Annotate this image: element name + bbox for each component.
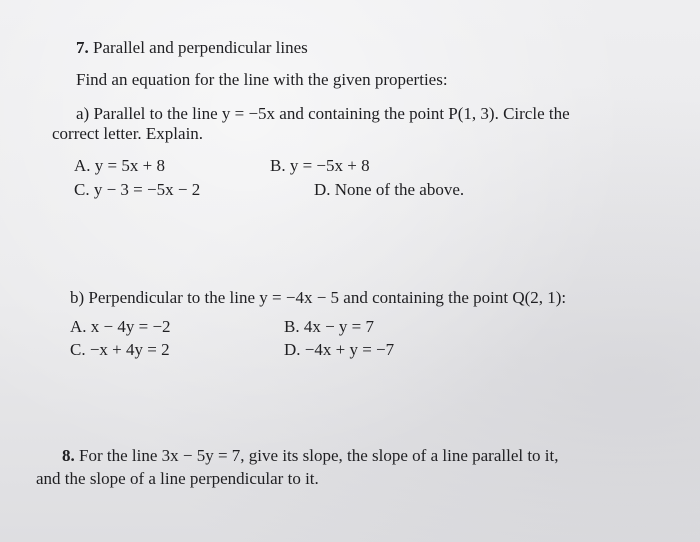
q7b-option-d: D. −4x + y = −7 — [284, 340, 395, 359]
q7-instruction: Find an equation for the line with the given properties: — [76, 70, 448, 89]
q7-heading — [76, 38, 308, 58]
q7a-option-d: D. None of the above. — [314, 180, 465, 199]
q8-number: 8. — [62, 446, 75, 465]
q7a-option-a: A. y = 5x + 8 — [74, 156, 165, 175]
q7-title: Parallel and perpendicular lines — [93, 38, 308, 57]
q7b-option-b: B. 4x − y = 7 — [284, 317, 375, 336]
q7a-option-c: C. y − 3 = −5x − 2 — [74, 180, 201, 199]
q8-prompt-line2: and the slope of a line perpendicular to it. — [36, 469, 319, 488]
q7b-option-a: A. x − 4y = −2 — [70, 317, 171, 336]
q7a-prompt-line2: correct letter. Explain. — [52, 124, 204, 143]
q7a-option-b: B. y = −5x + 8 — [270, 156, 370, 175]
q8-prompt-line1 — [62, 446, 559, 466]
q7b-option-c: C. −x + 4y = 2 — [70, 340, 170, 359]
q7-number: 7. — [76, 38, 89, 57]
q7b-prompt: b) Perpendicular to the line y = −4x − 5 and containing the point Q(2, 1): — [70, 288, 567, 307]
q7a-prompt-line1: a) Parallel to the line y = −5x and containing the point P(1, 3). Circle the — [76, 104, 570, 123]
q8-text-line1: For the line 3x − 5y = 7, give its slope, the slope of a line parallel to it, — [79, 446, 559, 465]
